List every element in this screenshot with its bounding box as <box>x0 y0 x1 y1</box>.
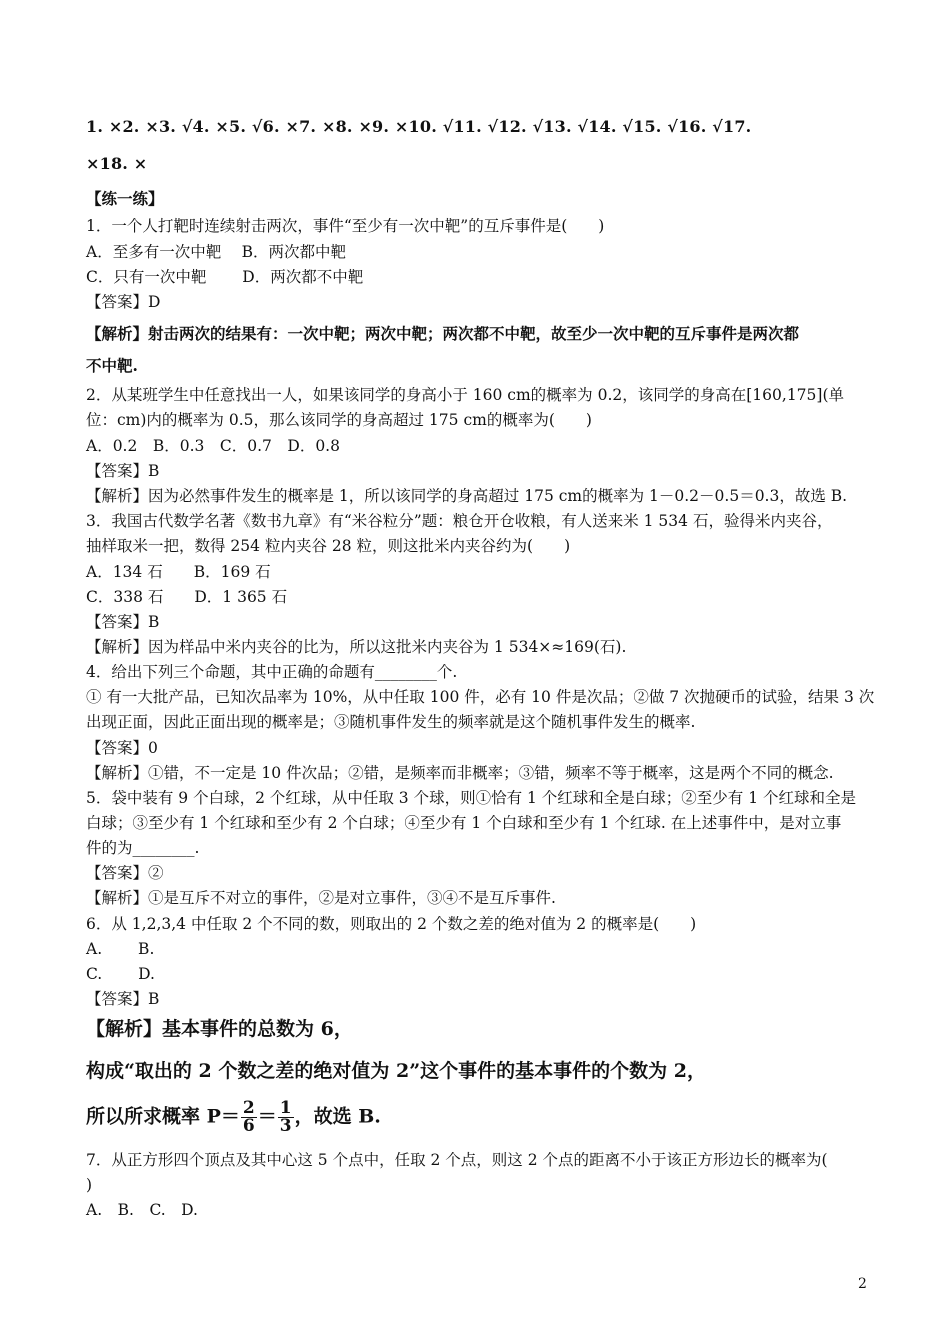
fraction-denominator: 6 <box>242 1116 255 1136</box>
fraction-numerator: 1 <box>279 1098 292 1118</box>
q6-analysis-line3 <box>86 1100 890 1135</box>
q3-stem-line2: 抽样取米一把，数得 254 粒内夹谷 28 粒，则这批米内夹谷约为( ) <box>86 537 571 555</box>
q3-answer: 【答案】B <box>86 613 160 631</box>
q6-options-row1: A. B. <box>86 940 155 958</box>
q1-analysis-line1: 【解析】射击两次的结果有：一次中靶；两次中靶；两次都不中靶，故至少一次中靶的互斥事件是两次都 <box>86 324 800 343</box>
page-number: 2 <box>858 1276 867 1292</box>
q1-analysis-line2: 不中靶. <box>86 356 138 375</box>
q6-options-row2: C. D. <box>86 965 155 983</box>
q2-options: A．0.2 B．0.3 C．0.7 D．0.8 <box>86 437 340 455</box>
q6-analysis-line1: 【解析】基本事件的总数为 6， <box>86 1018 353 1040</box>
q6-probability-prefix: 所以所求概率 P＝ <box>86 1105 240 1128</box>
q4-answer: 【答案】0 <box>86 739 158 757</box>
q6-probability-suffix: ，故选 B. <box>294 1105 381 1128</box>
q2-stem-line1: 2．从某班学生中任意找出一人，如果该同学的身高小于 160 cm的概率为 0.2，该同学的身高在[160,175](单 <box>86 386 844 404</box>
q4-body-line2: 出现正面，因此正面出现的概率是；③随机事件发生的频率就是这个随机事件发生的概率. <box>86 713 696 731</box>
q1-options-row1: A．至多有一次中靶 B．两次都中靶 <box>86 243 347 261</box>
answer-key-line-1: 1. ×2. ×3. √4. ×5. √6. ×7. ×8. ×9. ×10. √11. √12. √13. √14. √15. √16. √17. <box>86 117 752 136</box>
q3-options-row2: C．338 石 D．1 365 石 <box>86 588 288 606</box>
q5-analysis: 【解析】①是互斥不对立的事件，②是对立事件，③④不是互斥事件. <box>86 889 556 907</box>
q6-analysis-line2: 构成“取出的 2 个数之差的绝对值为 2”这个事件的基本事件的个数为 2， <box>86 1060 706 1082</box>
fraction-denominator: 3 <box>279 1116 292 1136</box>
q2-analysis: 【解析】因为必然事件发生的概率是 1，所以该同学的身高超过 175 cm的概率为 1－0.2－0.5＝0.3，故选 B. <box>86 487 848 505</box>
q3-options-row1: A．134 石 B．169 石 <box>86 563 271 581</box>
fraction-numerator: 2 <box>242 1098 255 1118</box>
q5-stem-line3: 件的为________. <box>86 839 200 857</box>
q5-stem-line1: 5．袋中装有 9 个白球，2 个红球，从中任取 3 个球，则①恰有 1 个红球和全是白球；②至少有 1 个红球和全是 <box>86 789 857 807</box>
q4-analysis: 【解析】①错，不一定是 10 件次品；②错，是频率而非概率；③错，频率不等于概率，这是两个不同的概念. <box>86 764 834 782</box>
q6-answer: 【答案】B <box>86 990 160 1008</box>
q4-stem: 4．给出下列三个命题，其中正确的命题有________个. <box>86 663 458 681</box>
q2-answer: 【答案】B <box>86 462 160 480</box>
fraction-two-sixths <box>241 1100 257 1135</box>
q6-stem: 6．从 1,2,3,4 中任取 2 个不同的数，则取出的 2 个数之差的绝对值为 2 的概率是( ) <box>86 915 697 933</box>
q7-options: A. B. C. D. <box>86 1201 198 1219</box>
q5-answer: 【答案】② <box>86 864 164 882</box>
section-heading: 【练一练】 <box>86 189 164 208</box>
q1-stem: 1．一个人打靶时连续射击两次，事件“至少有一次中靶”的互斥事件是( ) <box>86 217 605 235</box>
q4-body-line1: ① 有一大批产品，已知次品率为 10%，从中任取 100 件，必有 10 件是次品；②做 7 次抛硬币的试验，结果 3 次 <box>86 688 875 706</box>
equals-sign: ＝ <box>257 1105 277 1128</box>
q5-stem-line2: 白球；③至少有 1 个红球和至少有 2 个白球；④至少有 1 个白球和至少有 1 个红球. 在上述事件中，是对立事 <box>86 814 842 832</box>
q3-analysis: 【解析】因为样品中米内夹谷的比为，所以这批米内夹谷为 1 534×≈169(石). <box>86 638 627 656</box>
q1-options-row2: C．只有一次中靶 D．两次都不中靶 <box>86 268 364 286</box>
fraction-one-third <box>278 1100 294 1135</box>
answer-key-line-2: ×18. × <box>86 154 148 173</box>
q7-stem-line1: 7．从正方形四个顶点及其中心这 5 个点中，任取 2 个点，则这 2 个点的距离不小于该正方形边长的概率为( <box>86 1151 828 1169</box>
q7-stem-line2: ) <box>86 1176 93 1194</box>
q2-stem-line2: 位：cm)内的概率为 0.5，那么该同学的身高超过 175 cm的概率为( ) <box>86 411 592 429</box>
q1-answer: 【答案】D <box>86 293 161 311</box>
q3-stem-line1: 3．我国古代数学名著《数书九章》有“米谷粒分”题：粮仓开仓收粮，有人送来米 1 534 石，验得米内夹谷， <box>86 512 833 530</box>
